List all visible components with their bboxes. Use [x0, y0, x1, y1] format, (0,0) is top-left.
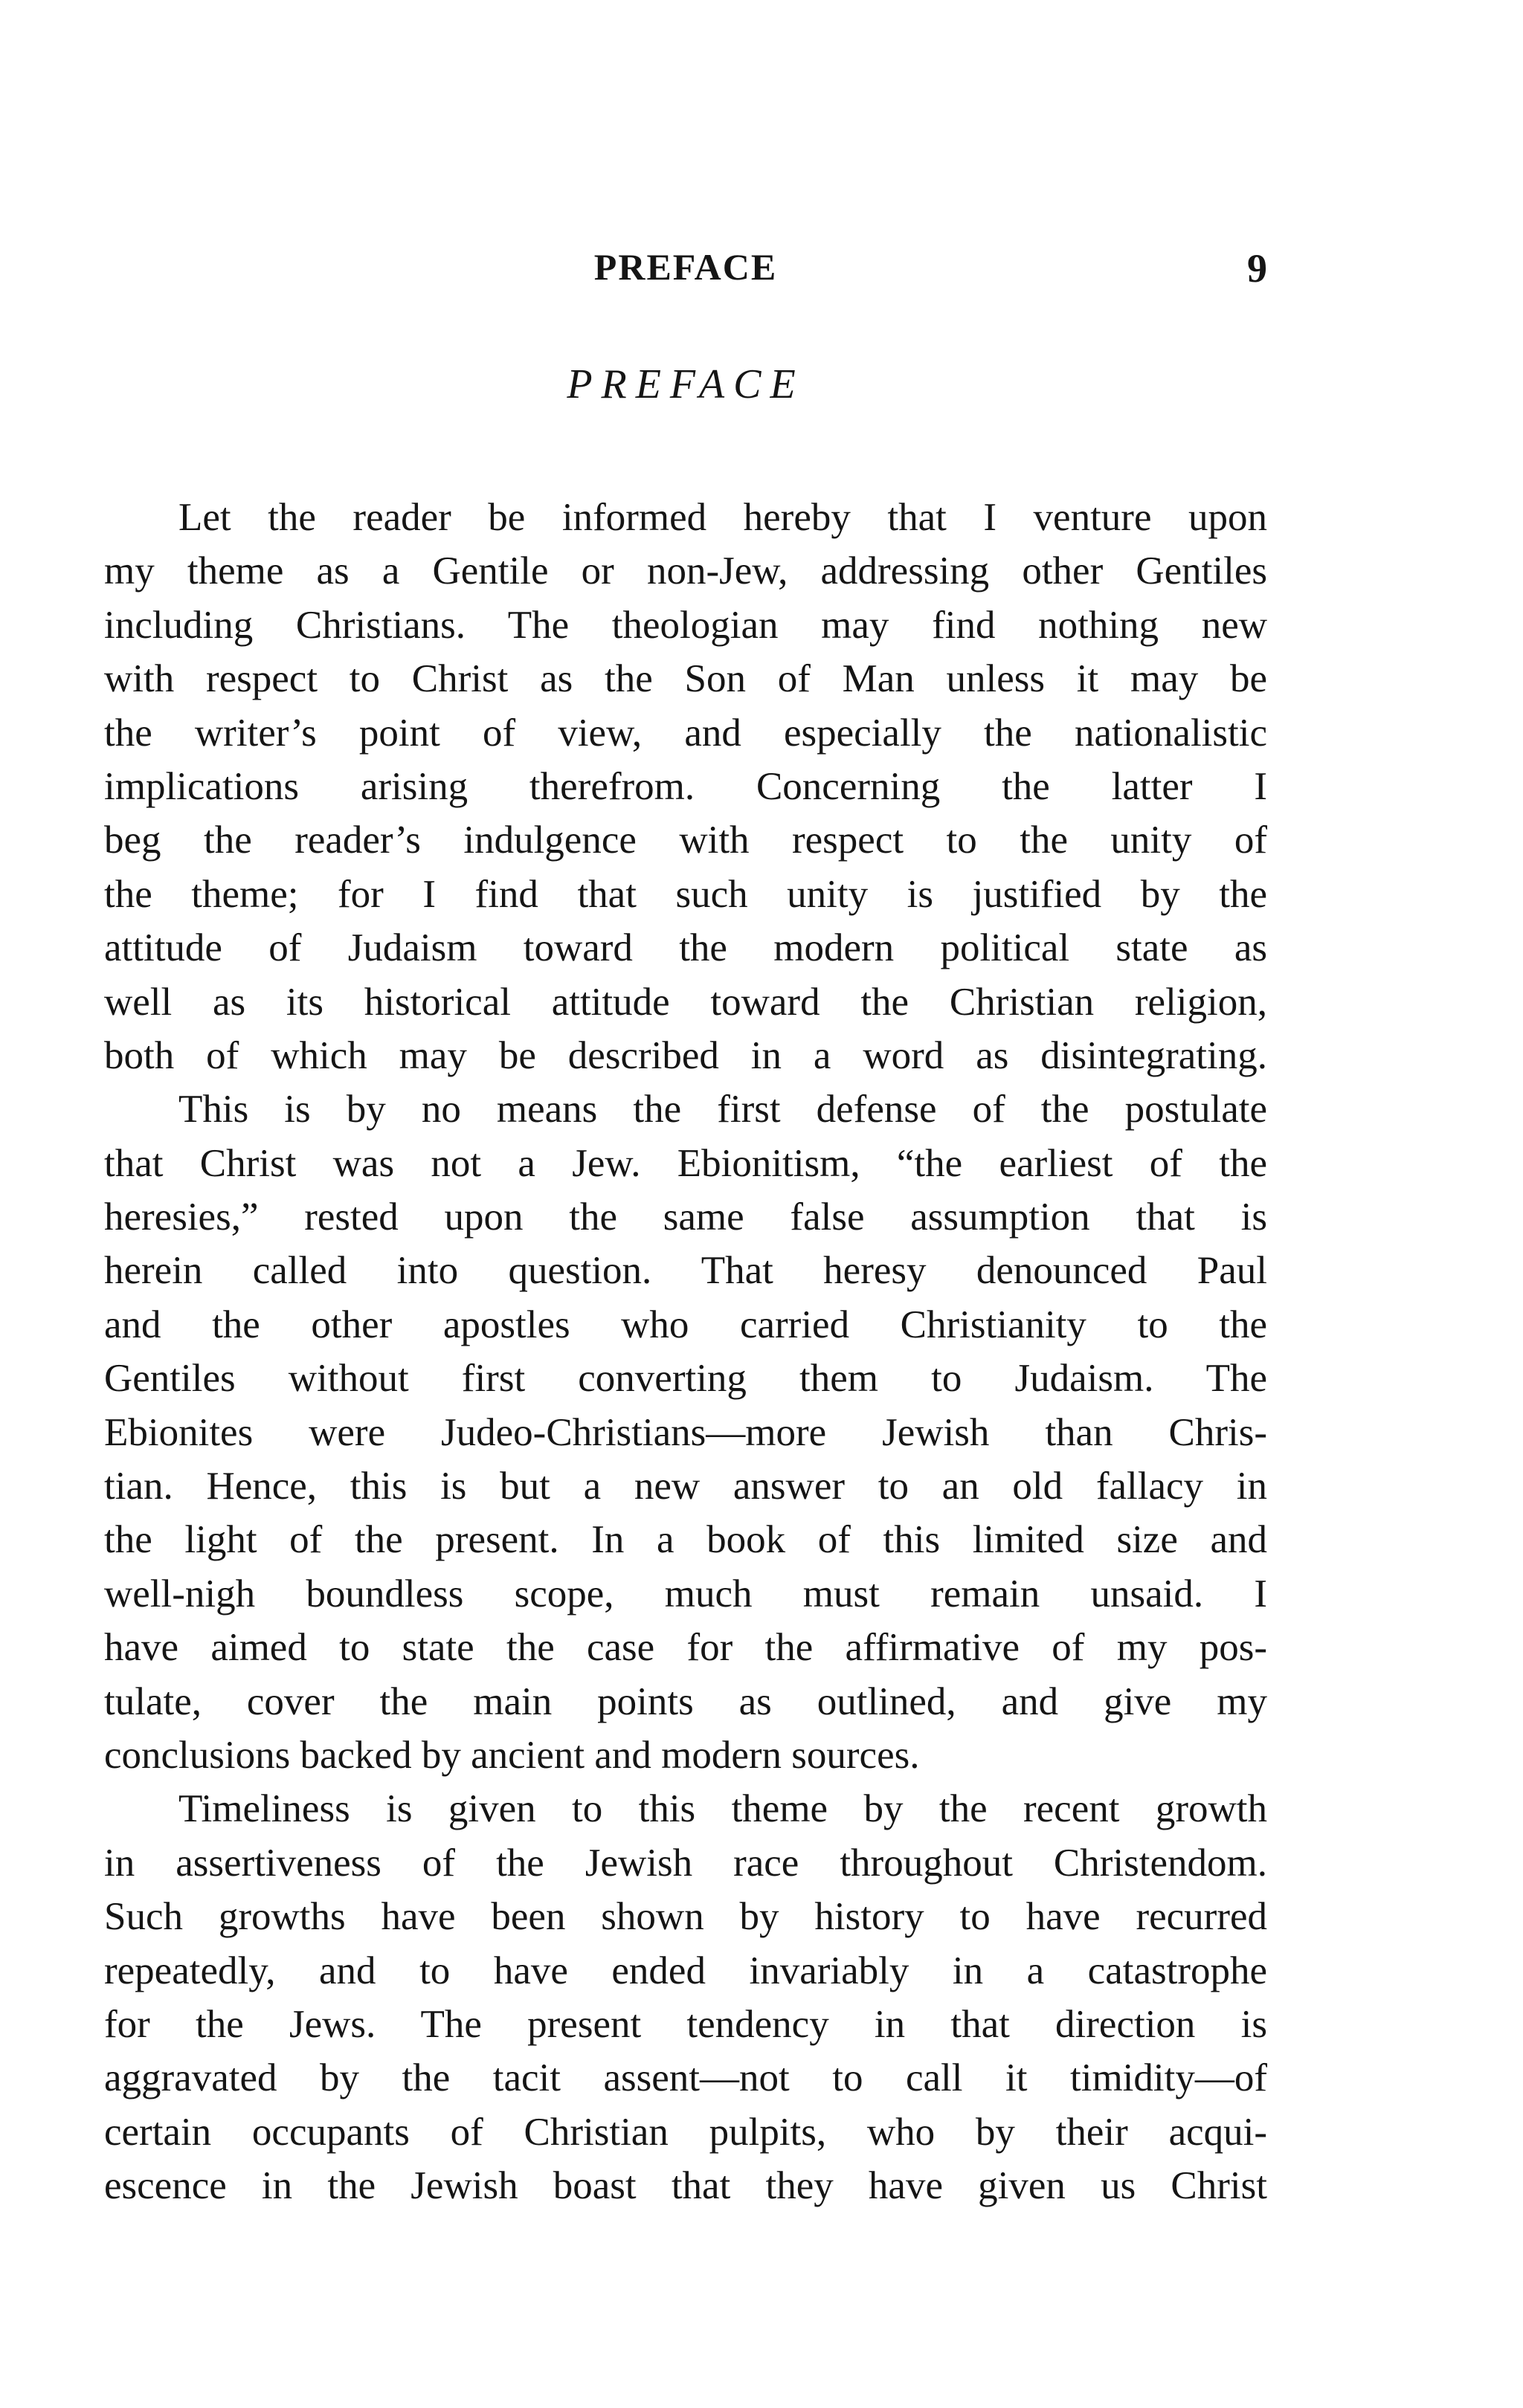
text-line: including Christians. The theologian may find nothing new	[104, 603, 1267, 647]
text-line: for the Jews. The present tendency in that direction is	[104, 2002, 1267, 2046]
text-line: conclusions backed by ancient and modern sources.	[104, 1733, 920, 1777]
text-line: Such growths have been shown by history to have recurred	[104, 1895, 1267, 1939]
text-line: implications arising therefrom. Concerning the latter I	[104, 764, 1267, 808]
paragraph	[104, 491, 1267, 1082]
text-line: and the other apostles who carried Christianity to the	[104, 1303, 1267, 1346]
text-line: tulate, cover the main points as outlined, and give my	[104, 1679, 1267, 1723]
text-line: my theme as a Gentile or non-Jew, addressing other Gentiles	[104, 549, 1267, 593]
text-line: heresies,” rested upon the same false assumption that is	[104, 1195, 1267, 1239]
page-number: 9	[1247, 246, 1267, 291]
text-line: well-nigh boundless scope, much must remain unsaid. I	[104, 1572, 1267, 1615]
text-line: both of which may be described in a word as disintegrating.	[104, 1033, 1267, 1077]
body-text	[104, 491, 1267, 2213]
text-line: tian. Hence, this is but a new answer to an old fallacy in	[104, 1465, 1267, 1508]
text-line: beg the reader’s indulgence with respect to the unity of	[104, 819, 1267, 862]
text-line: repeatedly, and to have ended invariably in a catastrophe	[104, 1949, 1267, 1992]
text-line: Gentiles without first converting them to Judaism. The	[104, 1357, 1267, 1401]
text-line: well as its historical attitude toward the Christian religion,	[104, 980, 1267, 1024]
text-line: This is by no means the first defense of the postulate	[178, 1088, 1267, 1132]
text-line: have aimed to state the case for the affirmative of my pos-	[104, 1626, 1267, 1670]
running-head	[104, 245, 1267, 305]
text-line: Let the reader be informed hereby that I venture upon	[178, 496, 1267, 539]
text-line: the light of the present. In a book of this limited size and	[104, 1518, 1267, 1562]
paragraph	[104, 1782, 1267, 2212]
text-line: with respect to Christ as the Son of Man unless it may be	[104, 657, 1267, 701]
text-line: that Christ was not a Jew. Ebionitism, “the earliest of the	[104, 1141, 1267, 1185]
text-line: Timeliness is given to this theme by the recent growth	[178, 1787, 1267, 1831]
text-line: the writer’s point of view, and especially the nationalistic	[104, 711, 1267, 755]
text-line: the theme; for I find that such unity is justified by the	[104, 872, 1267, 916]
paragraph	[104, 1082, 1267, 1782]
text-line: herein called into question. That heresy denounced Paul	[104, 1249, 1267, 1293]
running-title: PREFACE	[593, 246, 778, 288]
text-line: attitude of Judaism toward the modern political state as	[104, 926, 1267, 970]
chapter-title: PREFACE	[567, 361, 805, 407]
text-line: aggravated by the tacit assent—not to call it timidity—of	[104, 2056, 1267, 2100]
text-line: escence in the Jewish boast that they have given us Christ	[104, 2164, 1267, 2208]
text-line: certain occupants of Christian pulpits, who by their acqui-	[104, 2110, 1267, 2154]
text-line: Ebionites were Judeo-Christians—more Jewish than Chris-	[104, 1410, 1267, 1454]
text-line: in assertiveness of the Jewish race throughout Christendom.	[104, 1841, 1267, 1885]
